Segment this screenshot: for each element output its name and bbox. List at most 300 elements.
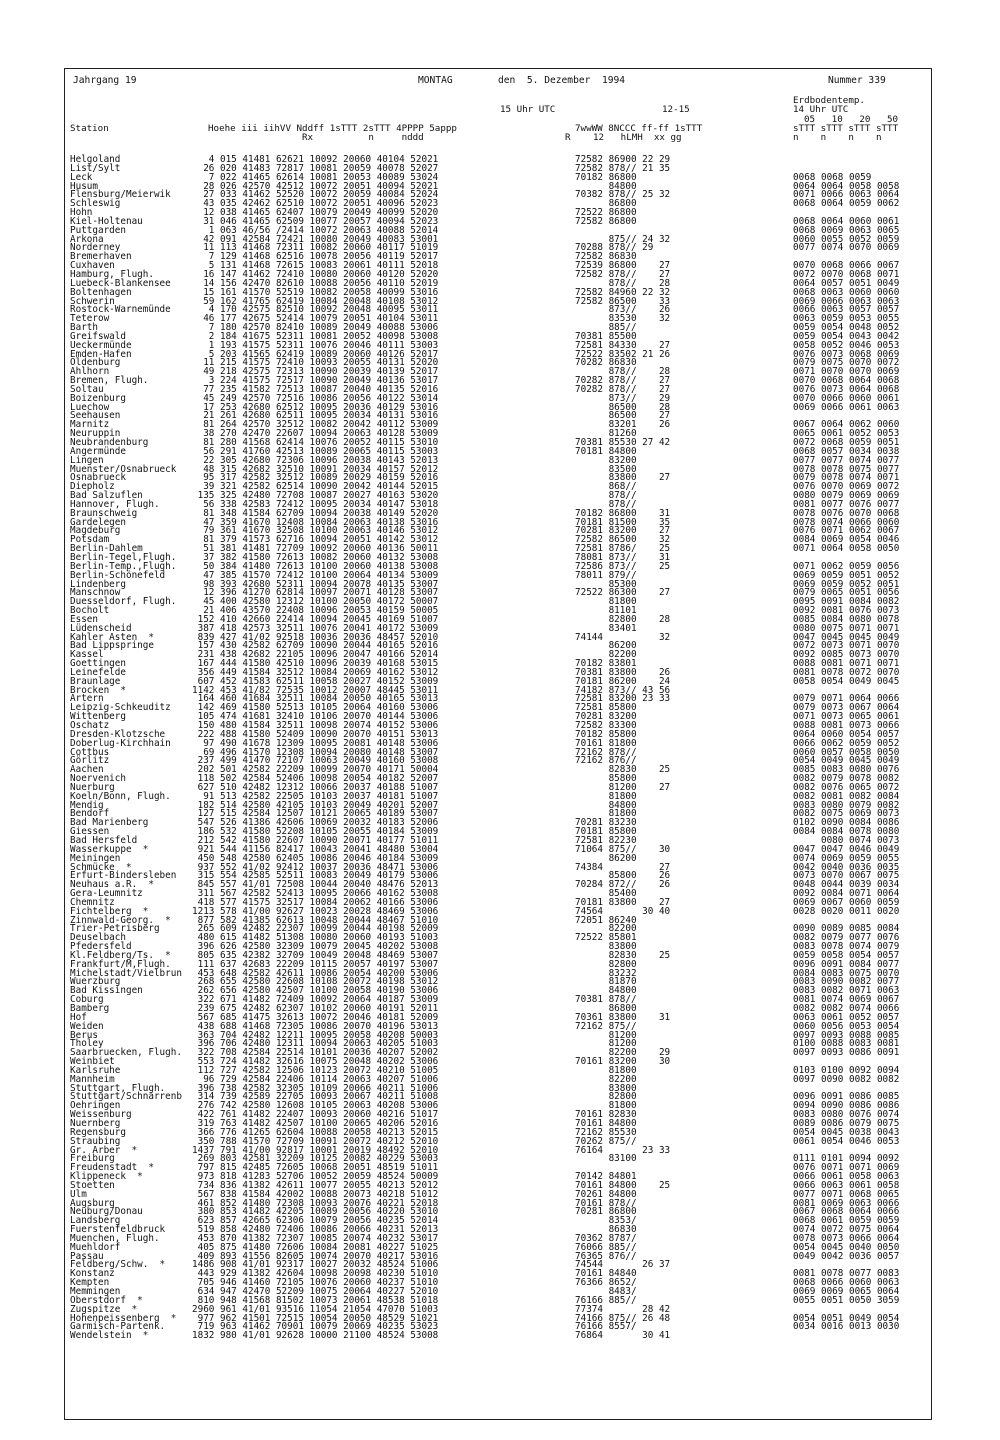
station-name: Saarbruecken, Flugh. xyxy=(70,1047,182,1059)
soil-temps: 0074 0072 0075 0064 xyxy=(793,1224,900,1236)
synop-values: 118 502 42584 52406 10098 20054 40182 52007 xyxy=(192,773,439,785)
soil-temps: 0081 0078 0077 0083 xyxy=(793,1268,900,1280)
synop-values: 265 609 42482 22307 10099 20044 40198 52009 xyxy=(192,923,439,935)
station-name: Augsburg xyxy=(70,1197,115,1209)
synop-values: 567 838 41584 42002 10088 20073 40218 51012 xyxy=(192,1188,439,1200)
extra-values: 70281 83200 27 xyxy=(575,525,671,537)
soil-temps: 0076 0070 0069 0072 xyxy=(793,481,900,493)
weekday: MONTAG xyxy=(418,75,453,86)
extra-values: 81800 xyxy=(575,808,637,820)
station-name: Freudenstadt * xyxy=(70,1162,154,1174)
column-subheader-main: Rx n nddd xyxy=(302,132,424,143)
synop-values: 719 963 41462 70901 10079 20069 40235 53023 xyxy=(192,1321,439,1333)
station-name: Cottbus xyxy=(70,746,110,758)
synop-values: 39 321 42582 62514 10090 20042 40144 52015 xyxy=(192,481,439,493)
station-name: Feldberg/Schw. * xyxy=(70,1259,166,1271)
soil-temps: 0071 0073 0065 0061 xyxy=(793,711,900,723)
extra-values: 878// 28 xyxy=(575,366,671,378)
station-name: Muehldorf xyxy=(70,1241,121,1253)
extra-values: 74564 30 40 xyxy=(575,905,671,917)
soil-temps: 0111 0101 0094 0092 xyxy=(793,1153,900,1165)
synop-values: 11 113 41468 72311 10082 20060 40117 51019 xyxy=(192,242,439,254)
soil-temps: 0072 0068 0059 0051 xyxy=(793,437,900,448)
extra-values: 878// 28 xyxy=(575,277,671,289)
extra-values: 8353/ xyxy=(575,1215,637,1227)
station-name: Wittenberg xyxy=(70,711,126,723)
station-name: Oberstdorf * xyxy=(70,1294,143,1306)
extra-values: 70362 8787/ xyxy=(575,1232,637,1244)
soil-temps: 0069 0059 0052 0051 xyxy=(793,578,900,590)
soil-temps: 0066 0061 0058 0063 xyxy=(793,1171,900,1183)
extra-values: 70381 83800 26 xyxy=(575,666,671,678)
station-name: Lüdenscheid xyxy=(70,622,132,634)
synop-values: 839 427 41/02 92518 10036 20036 48457 52010 xyxy=(192,631,439,643)
station-name: Berus xyxy=(70,1029,98,1041)
extra-values: 70182 86800 31 xyxy=(575,507,671,519)
station-name: Garmisch-Partenk. xyxy=(70,1321,166,1333)
extra-values: 72522 86300 27 xyxy=(575,587,671,599)
soil-temps: 0085 0083 0080 0076 xyxy=(793,764,900,776)
extra-values: 878// xyxy=(575,498,637,510)
soil-temps: 0082 0082 0074 0066 xyxy=(793,1003,900,1014)
station-name: Frankfurt/M,Flugh. xyxy=(70,958,171,970)
year-label: Jahrgang 19 xyxy=(73,75,137,86)
extra-values: 81200 xyxy=(575,1029,637,1041)
station-name: Leinefelde xyxy=(70,666,126,678)
station-name: Manschnow xyxy=(70,587,121,599)
soil-temps: 0066 0063 0057 0057 xyxy=(793,304,900,316)
station-name: Braunlage xyxy=(70,675,121,687)
soil-temps: 0084 0083 0075 0070 xyxy=(793,967,900,979)
station-name: Goettingen xyxy=(70,658,126,670)
soil-temps: 0077 0071 0068 0065 xyxy=(793,1188,900,1200)
station-name: Luechow xyxy=(70,401,110,413)
station-name: Zugspitze * xyxy=(70,1303,138,1315)
soil-temps: 0047 0047 0046 0049 xyxy=(793,843,900,855)
extra-values: 72582 86830 xyxy=(575,251,637,263)
extra-values: 8483/ xyxy=(575,1286,637,1297)
soil-temps: 0059 0054 0043 0042 xyxy=(793,330,900,342)
soil-temps: 0077 0074 0070 0069 xyxy=(793,242,900,254)
station-name: Nuernberg xyxy=(70,1117,121,1129)
extra-values: 70284 872// 26 xyxy=(575,879,671,891)
soil-temps: 0080 0075 0071 0071 xyxy=(793,622,900,634)
obs-time-12-15: 12-15 xyxy=(662,104,690,115)
extra-values: 878// xyxy=(575,490,637,502)
synop-values: 356 449 41584 32512 10084 20069 40162 53012 xyxy=(192,666,439,678)
synop-values: 387 418 42573 32511 10076 20041 40172 53009 xyxy=(192,622,439,634)
station-name: Chemnitz xyxy=(70,896,115,908)
table-row xyxy=(0,403,1000,412)
soil-temps: 0081 0069 0063 0066 xyxy=(793,1197,900,1209)
extra-values: 72582 878// 27 xyxy=(575,268,671,280)
soil-temps: 0079 0065 0051 0056 xyxy=(793,587,900,599)
extra-values: 873// 26 xyxy=(575,304,671,316)
synop-values: 262 656 42580 42507 10100 20058 40190 53006 xyxy=(192,985,439,997)
table-row xyxy=(0,1296,1000,1305)
synop-values: 921 544 41156 82417 10043 20041 48480 53004 xyxy=(192,843,439,855)
synop-values: 202 501 42582 22209 10099 20070 40171 50004 xyxy=(192,764,439,776)
synop-values: 212 542 41580 22607 10090 20071 40177 51011 xyxy=(192,834,439,846)
obs-time-15: 15 Uhr UTC xyxy=(500,104,556,115)
synop-values: 38 270 42470 22607 10094 20063 40128 53009 xyxy=(192,428,439,440)
station-name: Straubing xyxy=(70,1135,121,1147)
extra-values: 85800 26 xyxy=(575,870,671,882)
station-name: Hannover, Flugh. xyxy=(70,498,160,510)
station-name: Giessen xyxy=(70,826,110,838)
extra-values: 70161 83200 30 xyxy=(575,1056,671,1068)
soil-temps: 0092 0084 0071 0064 xyxy=(793,888,900,900)
extra-values: 82200 29 xyxy=(575,1047,671,1059)
synop-values: 150 480 41584 32511 10098 20074 40152 53006 xyxy=(192,720,439,731)
synop-values: 810 948 41568 81502 10073 20061 48538 51018 xyxy=(192,1294,439,1306)
soil-temps: 0054 0049 0045 0049 xyxy=(793,755,900,767)
station-name: Lindenberg xyxy=(70,578,126,590)
station-name: Berlin-Temp.,Flugh. xyxy=(70,560,177,572)
soil-temps: 0080 0074 0073 xyxy=(793,834,900,846)
extra-values: 82200 xyxy=(575,1073,637,1085)
soil-temps: 0076 0073 0068 0069 xyxy=(793,348,900,360)
synop-values: 607 452 41583 62511 10058 20027 40152 53009 xyxy=(192,675,439,687)
station-name: Rostock-Warnemünde xyxy=(70,304,171,316)
soil-temps: 0048 0044 0039 0034 xyxy=(793,879,900,891)
synop-values: 519 858 42480 72406 10086 20066 40231 52013 xyxy=(192,1224,439,1236)
soil-temps: 0055 0051 0050 3059 xyxy=(793,1294,900,1306)
extra-values: 72582 878// 21 35 xyxy=(575,162,671,174)
station-name: Bremerhaven xyxy=(70,251,132,263)
soil-temps: 0064 0057 0051 0049 xyxy=(793,277,900,289)
soil-temps: 0083 0090 0082 0077 xyxy=(793,976,900,988)
extra-values: 83401 xyxy=(575,622,637,634)
soil-temps: 0076 0071 0062 0067 xyxy=(793,525,900,537)
synop-values: 45 249 42570 72516 10086 20056 40122 53014 xyxy=(192,392,439,404)
extra-values: 76365 876// xyxy=(575,1250,637,1262)
synop-values: 239 675 42482 62307 10102 20060 40191 52011 xyxy=(192,1003,439,1014)
extra-values: 72582 86500 32 xyxy=(575,534,671,546)
station-name: Teterow xyxy=(70,313,110,325)
station-name: Kassel xyxy=(70,649,104,661)
station-name: Landsberg xyxy=(70,1215,121,1227)
extra-values: 86200 xyxy=(575,852,637,864)
soil-temps: 0058 0052 0046 0053 xyxy=(793,339,900,351)
extra-values: 83201 26 xyxy=(575,419,671,431)
soil-temps: 0078 0073 0066 0064 xyxy=(793,1232,900,1244)
station-name: Artern xyxy=(70,693,104,705)
station-name: Braunschweig xyxy=(70,507,138,519)
station-name: Neuruppin xyxy=(70,428,121,440)
synop-values: 21 261 42680 62511 10095 20034 40131 53016 xyxy=(192,410,439,422)
soil-temps: 0047 0045 0045 0049 xyxy=(793,631,900,643)
synop-values: 322 708 42584 22514 10101 20036 40207 52002 xyxy=(192,1047,439,1059)
synop-values: 4 015 41481 62621 10092 20060 40104 52021 xyxy=(192,154,439,165)
synop-values: 167 444 41580 42510 10096 20039 40168 53015 xyxy=(192,658,439,670)
soil-temps: 0060 0055 0052 0059 xyxy=(793,233,900,245)
extra-values: 70361 83800 31 xyxy=(575,1011,671,1023)
synop-values: 553 724 41482 32616 10075 20048 40202 53006 xyxy=(192,1056,439,1068)
soil-temps: 0078 0076 0070 0068 xyxy=(793,507,900,519)
station-name: Ulm xyxy=(70,1188,87,1200)
station-name: Essen xyxy=(70,613,98,625)
soil-temps: 0073 0070 0067 0075 xyxy=(793,870,900,882)
column-subheader-secondary: 12 hLMH xx gg xyxy=(593,132,682,143)
station-name: Lingen xyxy=(70,454,104,466)
synop-values: 877 582 41385 62613 10048 20044 48467 51010 xyxy=(192,914,439,926)
extra-values: 70142 84801 xyxy=(575,1171,637,1183)
station-name: Muenchen, Flugh. xyxy=(70,1232,160,1244)
extra-values: 70381 85500 xyxy=(575,330,637,342)
synop-values: 22 305 42680 72306 10096 20038 40143 52013 xyxy=(192,454,439,466)
synop-values: 15 161 41570 52519 10082 20058 40099 53016 xyxy=(192,286,439,298)
extra-values: 70281 83230 xyxy=(575,817,637,829)
extra-values: 81200 27 xyxy=(575,781,671,793)
soil-temps: 0054 0045 0038 0043 xyxy=(793,1126,900,1138)
synop-values: 59 162 41765 62419 10084 20048 40108 53012 xyxy=(192,295,439,307)
station-table xyxy=(0,155,1000,1340)
synop-values: 5 203 41565 62419 10089 20060 40126 52017 xyxy=(192,348,439,360)
soil-temps: 0082 0076 0065 0072 xyxy=(793,781,900,793)
extra-values: 76066 885// xyxy=(575,1241,637,1253)
soil-temps: 0061 0054 0046 0053 xyxy=(793,1135,900,1147)
station-name: Weissenburg xyxy=(70,1109,132,1121)
soil-temps: 0084 0084 0078 0080 xyxy=(793,826,900,838)
soil-temps: 0102 0090 0084 0086 xyxy=(793,817,900,829)
station-name: Oldenburg xyxy=(70,357,121,369)
synop-values: 231 438 42682 22105 10096 20047 40166 52014 xyxy=(192,649,439,661)
station-name: Osnabrueck xyxy=(70,472,126,484)
soil-temps: 0064 0064 0058 0058 xyxy=(793,180,900,192)
station-name: Neubrandenburg xyxy=(70,437,149,448)
station-name: Bocholt xyxy=(70,605,110,617)
extra-values: 70161 82830 xyxy=(575,1109,637,1121)
soil-temps: 0069 0069 0065 0064 xyxy=(793,1286,900,1297)
soil-temps: 0097 0093 0088 0085 xyxy=(793,1029,900,1041)
soil-temps: 0084 0069 0054 0046 xyxy=(793,534,900,546)
station-name: Potsdam xyxy=(70,534,110,546)
issue-number: Nummer 339 xyxy=(828,75,886,86)
extra-values: 82200 xyxy=(575,923,637,935)
table-row xyxy=(0,199,1000,208)
station-name: Duesseldorf, Flugh. xyxy=(70,596,177,608)
soil-temps: 0067 0064 0062 0060 xyxy=(793,419,900,431)
soil-temps: 0060 0057 0058 0050 xyxy=(793,746,900,758)
extra-values: 84800 xyxy=(575,799,637,811)
synop-values: 363 704 42482 12211 10095 20058 40208 50003 xyxy=(192,1029,439,1041)
extra-values: 86500 27 xyxy=(575,410,671,422)
soil-temps: 0063 0059 0053 0055 xyxy=(793,313,900,325)
soil-temps: 0078 0078 0075 0077 xyxy=(793,463,900,475)
soil-temps: 0068 0066 0060 0063 xyxy=(793,1277,900,1289)
synop-values: 845 557 41/01 72508 10044 20040 48476 52013 xyxy=(192,879,439,891)
extra-values: 72162 85530 xyxy=(575,1126,637,1138)
station-name: Görlitz xyxy=(70,755,110,767)
soil-temps: 0068 0063 0060 0060 xyxy=(793,286,900,298)
extra-values: 81800 xyxy=(575,1100,637,1112)
extra-values: 70382 878// 25 32 xyxy=(575,189,671,201)
station-name: Angermünde xyxy=(70,445,126,457)
station-name: Wasserkuppe * xyxy=(70,843,149,855)
synop-values: 4 170 42575 82510 10092 20048 40095 53011 xyxy=(192,304,439,316)
extra-values: 70181 86200 24 xyxy=(575,675,671,687)
extra-values: 70381 85530 27 42 xyxy=(575,437,671,448)
station-name: Hohenpeissenberg * xyxy=(70,1312,177,1324)
extra-values: 72539 86800 27 xyxy=(575,260,671,272)
station-name: Ahlhorn xyxy=(70,366,110,378)
synop-values: 453 870 41382 72307 10085 20074 40232 53017 xyxy=(192,1232,439,1244)
synop-values: 56 291 41760 42513 10089 20065 40115 53003 xyxy=(192,445,439,457)
extra-values: 885// xyxy=(575,322,637,334)
station-name: Bad Kissingen xyxy=(70,985,143,997)
station-name: Wendelstein * xyxy=(70,1330,149,1342)
station-name: List/Sylt xyxy=(70,162,121,174)
synop-values: 438 688 41468 72305 10086 20070 40196 53013 xyxy=(192,1020,439,1032)
station-name: Neuburg/Donau xyxy=(70,1206,143,1218)
extra-values: 82800 xyxy=(575,1091,637,1103)
extra-values: 76864 30 41 xyxy=(575,1330,671,1342)
extra-values: 70181 85800 xyxy=(575,826,637,838)
station-name: Berlin-Tegel,Flugh. xyxy=(70,551,177,563)
synop-values: 7 022 41465 62614 10081 20053 40089 53024 xyxy=(192,171,439,183)
extra-values: 74144 32 xyxy=(575,631,671,643)
extra-values: 70181 81500 35 xyxy=(575,516,671,528)
extra-values: 72581 83200 23 33 xyxy=(575,693,671,705)
extra-values: 83800 xyxy=(575,941,637,953)
soil-temps: 0054 0051 0049 0054 xyxy=(793,1312,900,1324)
table-row xyxy=(0,1137,1000,1146)
synop-values: 69 496 41570 12308 10094 20080 40148 53007 xyxy=(192,746,439,758)
soil-temps: 0092 0081 0076 0073 xyxy=(793,605,900,617)
station-name: Leck xyxy=(70,171,93,183)
synop-values: 98 393 42680 52311 10094 20078 40135 53007 xyxy=(192,578,439,590)
soil-temps: 0070 0066 0060 0061 xyxy=(793,392,900,404)
extra-values: 70282 878// 27 xyxy=(575,383,671,395)
station-name: Kiel-Holtenau xyxy=(70,215,143,227)
extra-values: 72582 86500 33 xyxy=(575,295,671,307)
soil-temps: 0074 0069 0059 0055 xyxy=(793,852,900,864)
synop-values: 805 635 42382 32709 10049 20048 48469 53007 xyxy=(192,949,439,961)
soil-temps: 0058 0054 0049 0045 xyxy=(793,675,900,687)
synop-values: 56 338 42583 72412 10095 20034 40147 53018 xyxy=(192,498,439,510)
station-name: Gr. Arber * xyxy=(70,1144,138,1156)
date: den 5. Dezember 1994 xyxy=(498,75,626,86)
synop-values: 443 929 41382 42604 10098 20098 40230 51010 xyxy=(192,1268,439,1280)
station-name: Soltau xyxy=(70,383,104,395)
synop-values: 11 215 41575 72410 10093 20055 40131 52020 xyxy=(192,357,439,369)
extra-values: 82200 xyxy=(575,649,637,661)
synop-values: 977 962 41501 72515 10054 20050 48529 51021 xyxy=(192,1312,439,1324)
station-name: Konstanz xyxy=(70,1268,115,1280)
soil-depths: 05 10 20 50 xyxy=(804,114,899,125)
synop-values: 1 063 46/56 /2414 10072 20063 40088 52014 xyxy=(192,224,439,236)
soil-temps: 0066 0062 0059 0052 xyxy=(793,737,900,749)
soil-temps: 0060 0056 0053 0054 xyxy=(793,1020,900,1032)
synop-values: 2 184 41675 52311 10081 20052 40098 53008 xyxy=(192,330,439,342)
extra-values: 77374 28 42 xyxy=(575,1303,671,1315)
soil-temps: 0076 0071 0071 0069 xyxy=(793,1162,900,1174)
synop-values: 1486 908 41/01 92317 10027 20032 48524 51006 xyxy=(192,1259,439,1271)
soil-temps: 0096 0091 0084 0077 xyxy=(793,958,900,970)
table-row xyxy=(0,155,1000,164)
soil-temps: 0067 0068 0064 0066 xyxy=(793,1206,900,1218)
soil-temps: 0089 0086 0079 0075 xyxy=(793,1117,900,1129)
synop-values: 623 857 42665 62306 10079 20056 40235 52014 xyxy=(192,1215,439,1227)
extra-values: 74384 27 xyxy=(575,861,671,873)
station-name: Ueckermünde xyxy=(70,339,132,351)
synop-values: 79 361 41670 32508 10100 20063 40146 53012 xyxy=(192,525,439,537)
station-name: Kempten xyxy=(70,1277,110,1289)
soil-temps: 0066 0063 0061 0058 xyxy=(793,1179,900,1191)
extra-values: 72581 85800 xyxy=(575,702,637,714)
extra-values: 70181 84800 xyxy=(575,445,637,457)
station-name: Berlin-Dahlem xyxy=(70,543,143,555)
soil-temps: 0100 0088 0083 0081 xyxy=(793,1038,900,1050)
soil-temps: 0090 0089 0085 0084 xyxy=(793,923,900,935)
synop-values: 111 637 42683 22209 10115 20057 40197 53007 xyxy=(192,958,439,970)
station-name: Bamberg xyxy=(70,1003,110,1014)
soil-temps: 0097 0090 0082 0082 xyxy=(793,1073,900,1085)
station-name: Coburg xyxy=(70,994,104,1006)
soil-temps: 0088 0081 0073 0066 xyxy=(793,720,900,731)
synop-values: 105 474 41681 32410 10106 20070 40144 53006 xyxy=(192,711,439,723)
station-name: Kl.Feldberg/Ts. * xyxy=(70,949,171,961)
soil-temps: 0082 0079 0078 0082 xyxy=(793,773,900,785)
synop-values: 7 180 42570 82410 10089 20049 40088 53006 xyxy=(192,322,439,334)
extra-values: 76164 23 33 xyxy=(575,1144,671,1156)
synop-values: 12 038 41465 62407 10079 20049 40099 52020 xyxy=(192,207,439,219)
soil-temps: 0083 0078 0074 0079 xyxy=(793,941,900,953)
synop-values: 81 379 41573 62716 10094 20051 40142 53012 xyxy=(192,534,439,546)
synop-values: 409 893 41556 82605 10074 20070 40217 53016 xyxy=(192,1250,439,1262)
station-name: Marnitz xyxy=(70,419,110,431)
synop-values: 48 315 42682 32510 10091 20034 40157 52012 xyxy=(192,463,439,475)
synop-values: 634 947 42470 52209 10075 20064 40227 52010 xyxy=(192,1286,439,1297)
soil-temp-time: 14 Uhr UTC xyxy=(793,104,849,115)
synop-values: 152 410 42660 22414 10094 20045 40169 51007 xyxy=(192,613,439,625)
synop-values: 12 396 41270 62814 10097 20071 40128 53007 xyxy=(192,587,439,599)
station-name: Neuhaus a.R. * xyxy=(70,879,154,891)
synop-values: 50 384 41480 72613 10100 20060 40138 53008 xyxy=(192,560,439,572)
extra-values: 81800 xyxy=(575,596,637,608)
station-name: Stuttgart, Flugh. xyxy=(70,1082,166,1094)
extra-values: 81870 xyxy=(575,976,637,988)
station-name: Schwerin xyxy=(70,295,115,307)
station-name: Flensburg/Meierwik xyxy=(70,189,171,201)
synop-values: 5 131 41468 72615 10083 20061 40111 52018 xyxy=(192,260,439,272)
extra-values: 85300 xyxy=(575,578,637,590)
station-name: Freiburg xyxy=(70,1153,115,1165)
soil-temps: 0077 0077 0074 0077 xyxy=(793,454,900,466)
extra-values: 868// xyxy=(575,481,637,493)
soil-temps: 0070 0068 0066 0067 xyxy=(793,260,900,272)
column-header-main: Hoehe iii iihVV Nddff 1sTTT 2sTTT 4PPPP 5appp xyxy=(208,123,457,134)
synop-values: 17 253 42680 62512 10095 20036 40129 53016 xyxy=(192,401,439,413)
synop-values: 27 033 41462 52520 10072 20059 40084 52024 xyxy=(192,189,439,201)
synop-values: 14 156 42470 82610 10088 20056 40110 52019 xyxy=(192,277,439,289)
extra-values: 81800 xyxy=(575,790,637,802)
soil-temps: 0059 0054 0048 0052 xyxy=(793,322,900,334)
extra-values: 74166 875// 26 48 xyxy=(575,1312,671,1324)
soil-temps: 0068 0068 0059 xyxy=(793,171,872,183)
synop-values: 380 853 41482 42205 10089 20056 40220 53010 xyxy=(192,1206,439,1218)
synop-values: 91 513 42582 22505 10103 20037 40181 51007 xyxy=(192,790,439,802)
extra-values: 74182 873// 43 56 xyxy=(575,684,671,696)
extra-values: 72582 84960 22 32 xyxy=(575,286,671,298)
soil-temps: 0049 0042 0036 0057 xyxy=(793,1250,900,1262)
station-name: Gardelegen xyxy=(70,516,126,528)
synop-values: 315 554 42585 52511 10083 20049 40179 53006 xyxy=(192,870,439,882)
soil-temps: 0083 0080 0076 0074 xyxy=(793,1109,900,1121)
synop-values: 142 469 41580 52513 10105 20064 40160 53006 xyxy=(192,702,439,714)
extra-values: 83530 32 xyxy=(575,313,671,325)
